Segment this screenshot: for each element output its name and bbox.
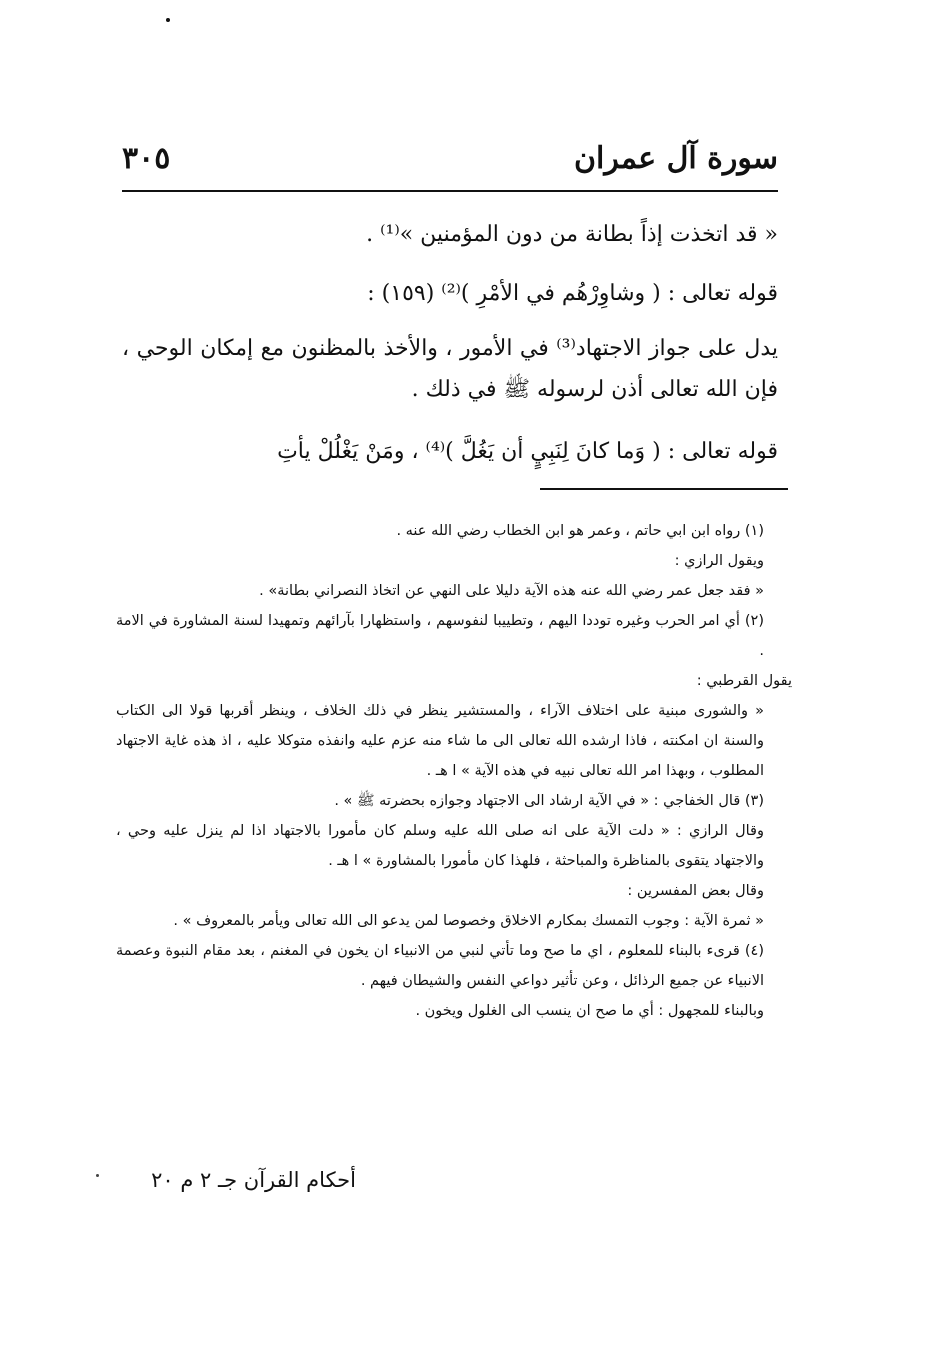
signature-mark: أحكام القرآن جـ ٢ م ٢٠ — [151, 1168, 356, 1192]
footnote-line: « والشورى مبنية على اختلاف الآراء ، والمستشير ينظر في ذلك الخلاف ، وينظر أقربها قولا الى الكتاب والسنة ان امكنته ، فاذا ارشده الله تعالى الى ما شاء منه عزم عليه وانفذه متوكلا عليه ، اذ هذه غاية الاجتهاد المطلوب ، وبهذا امر الله تعالى نبيه في هذه الآية » ا هـ . — [116, 703, 764, 779]
footnote-line: وبالبناء للمجهول : أي ما صح ان ينسب الى الغلول ويخون . — [415, 1003, 764, 1019]
page-number: ٣٠٥ — [122, 140, 171, 176]
footnote-line: وقال بعض المفسرين : — [627, 883, 764, 899]
footnote-line: يقول القرطبي : — [696, 673, 792, 689]
ink-dot — [166, 18, 170, 22]
main-line: قوله تعالى : ( وَما كانَ لِنَبِيٍ أن يَغُلَّ )⁽⁴⁾ ، ومَنْ يَغْلُلْ يأتِ — [277, 439, 778, 464]
main-line: « قد اتخذت إذاً بطانة من دون المؤمنين »⁽¹⁾ . — [366, 222, 778, 247]
footnote-rule — [540, 488, 788, 490]
footnote-line: « فقد جعل عمر رضي الله عنه هذه الآية دليلا على النهي عن اتخاذ النصراني بطانة» . — [259, 583, 764, 599]
footnote-line: وقال الرازي : « دلت الآية على انه صلى الله عليه وسلم كان مأمورا بالاجتهاد اذا لم ينزل عليه وحي ، والاجتهاد يتقوى بالمناظرة والمباحثة ، فلهذا كان مأمورا بالمشاورة » ا هـ . — [116, 823, 764, 869]
ink-dot — [96, 1174, 99, 1177]
footnote-line: (٢) أي امر الحرب وغيره توددا اليهم ، وتطييبا لنفوسهم ، واستظهارا بآرائهم وتمهيدا لسنة المشاورة في الامة . — [116, 613, 764, 659]
main-line: قوله تعالى : ( وشاوِرْهُم في الأمْرِ )⁽²⁾ (١٥٩) : — [367, 281, 778, 306]
page-header — [122, 136, 778, 180]
footnote-line: ويقول الرازي : — [674, 553, 764, 569]
footnotes — [116, 516, 792, 1026]
header-rule — [122, 190, 778, 192]
main-text — [122, 206, 778, 486]
footnote-line: (١) رواه ابن ابي حاتم ، وعمر هو ابن الخطاب رضي الله عنه . — [396, 523, 764, 539]
footnote-line: (٤) قرىء بالبناء للمعلوم ، اي ما صح وما تأتي لنبي من الانبياء ان يخون في المغنم ، بعد مقام النبوة وعصمة الانبياء عن جميع الرذائل ، وعن تأثير دواعي النفس والشيطان فيهم . — [116, 943, 764, 989]
main-paragraph: يدل على جواز الاجتهاد⁽³⁾ في الأمور ، والأخذ بالمظنون مع إمكان الوحي ، فإن الله تعالى أذن لرسوله ﷺ في ذلك . — [122, 336, 779, 402]
footnote-line: « ثمرة الآية : وجوب التمسك بمكارم الاخلاق وخصوصا لمن يدعو الى الله تعالى ويأمر بالمعروف » . — [173, 913, 764, 929]
running-title: سورة آل عمران — [573, 140, 778, 176]
footnote-line: (٣) قال الخفاجي : « في الآية ارشاد الى الاجتهاد وجوازه بحضرته ﷺ » . — [334, 793, 764, 809]
